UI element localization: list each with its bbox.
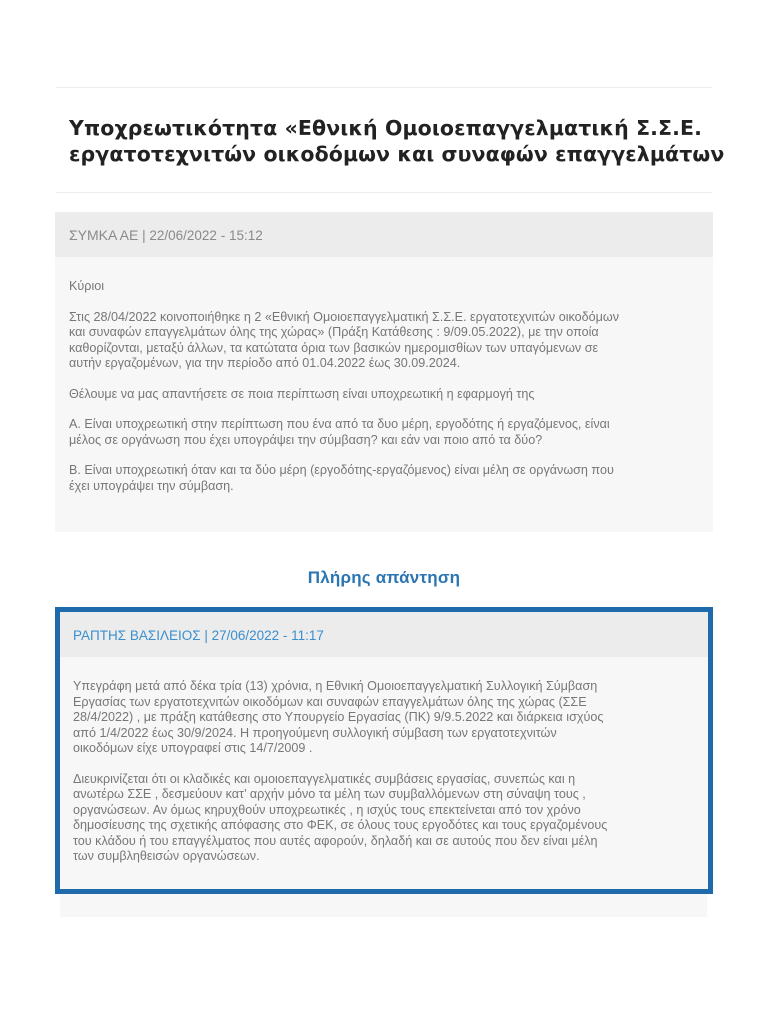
- question-line: Β. Είναι υποχρεωτική όταν και τα δύο μέρη (εργοδότης-εργαζόμενος) είναι μέλη σε οργάνωση που: [69, 463, 614, 477]
- question-paragraph: [69, 463, 699, 494]
- answer-line: των συμβληθεισών οργανώσεων.: [73, 849, 260, 863]
- answer-line: του κλάδου ή του επαγγέλματος που αυτές αφορούν, δηλαδή και σε αυτούς που δεν είναι μέλη: [73, 833, 598, 848]
- answer-line: οργανώσεων. Αν όμως κηρυχθούν υποχρεωτικές , η ισχύς τους επεκτείνεται από τον χρόνο: [73, 802, 581, 817]
- answer-line: Υπεγράφη μετά από δέκα τρία (13) χρόνια, η Εθνική Ομοιοεπαγγελματική Συλλογική Σύμβαση: [73, 679, 598, 693]
- question-line: Κύριοι: [69, 279, 105, 293]
- answer-separator: |: [200, 628, 212, 643]
- question-author: ΣΥΜΚΑ ΑΕ: [69, 227, 139, 243]
- title-line-2: εργατοτεχνιτών οικοδόμων και συναφών επαγγελμάτων: [69, 142, 725, 166]
- answer-line: 28/4/2022) , με πράξη κατάθεσης στο Υπουργείο Εργασίας (ΠΚ) 9/9.5.2022 και διάρκεια ισχύος: [73, 710, 604, 724]
- answer-paragraph: [73, 679, 695, 757]
- question-paragraph: [69, 279, 699, 295]
- question-line: μέλος σε οργάνωση που έχει υπογράψει την σύμβαση? και εάν ναι ποιο από τα δύο?: [69, 432, 543, 447]
- answer-line: δημοσίευσης της σχετικής απόφασης στο ΦΕΚ, σε όλους τους εργοδότες και τους εργαζομένους: [73, 818, 608, 832]
- answer-author: ΡΑΠΤΗΣ ΒΑΣΙΛΕΙΟΣ: [73, 628, 201, 643]
- question-line: Στις 28/04/2022 κοινοποιήθηκε η 2 «Εθνική Ομοιοεπαγγελματική Σ.Σ.Ε. εργατοτεχνιτών οικοδόμων: [69, 309, 620, 324]
- top-divider: [56, 87, 712, 88]
- full-answer-heading: Πλήρης απάντηση: [307, 568, 461, 587]
- answer-line: ανωτέρω ΣΣΕ , δεσμεύουν κατ’ αρχήν μόνο τα μέλη των συμβαλλόμενων στη σύναψη τους ,: [73, 787, 586, 801]
- question-line: έχει υπογράψει την σύμβαση.: [69, 478, 234, 493]
- question-line: καθορίζονται, μεταξύ άλλων, τα κατώτατα όρια των βασικών ημερομισθίων των υπαγόμενων σε: [69, 340, 599, 355]
- question-paragraph: [69, 387, 699, 403]
- answer-line: από 1/4/2022 έως 30/9/2024. Η προηγούμενη συλλογική σύμβαση των εργατοτεχνιτών: [73, 725, 557, 740]
- question-paragraph: [69, 310, 699, 372]
- question-date: 22/06/2022 - 15:12: [149, 228, 263, 243]
- answer-line: οικοδόμων είχε υπογραφεί στις 14/7/2009 .: [73, 741, 313, 755]
- answer-header: [60, 612, 708, 657]
- question-line: και συναφών επαγγελμάτων όλης της χώρας» (Πράξη Κατάθεσης : 9/09.05.2022), με την οποία: [69, 325, 599, 339]
- answer-body: [60, 657, 708, 865]
- question-paragraph: [69, 417, 699, 448]
- answer-card: [55, 607, 713, 894]
- question-line: Θέλουμε να μας απαντήσετε σε ποια περίπτωση είναι υποχρεωτική η εφαρμογή της: [69, 386, 535, 401]
- title-line-1: Υποχρεωτικότητα «Εθνική Ομοιοεπαγγελματική Σ.Σ.Ε.: [69, 116, 703, 140]
- answer-date: 27/06/2022 - 11:17: [211, 628, 324, 643]
- question-line: αυτήν εργαζομένων, για την περίοδο από 01.04.2022 έως 30.09.2024.: [69, 356, 461, 370]
- answer-line: Διευκρινίζεται ότι οι κλαδικές και ομοιοεπαγγελματικές συμβάσεις εργασίας, συνεπώς και η: [73, 771, 576, 786]
- question-line: Α. Είναι υποχρεωτική στην περίπτωση που ένα από τα δυο μέρη, εργοδότης ή εργαζόμενος, είναι: [69, 417, 610, 431]
- question-header: [55, 212, 713, 257]
- answer-paragraph: [73, 772, 695, 865]
- answer-line: Εργασίας των εργατοτεχνιτών οικοδόμων και συναφών επαγγελμάτων όλης της χώρας (ΣΣΕ: [73, 694, 587, 709]
- question-body: [55, 257, 713, 494]
- title-divider: [56, 192, 712, 193]
- question-card: [55, 212, 713, 532]
- page-title: [69, 115, 725, 167]
- question-separator: |: [138, 228, 150, 243]
